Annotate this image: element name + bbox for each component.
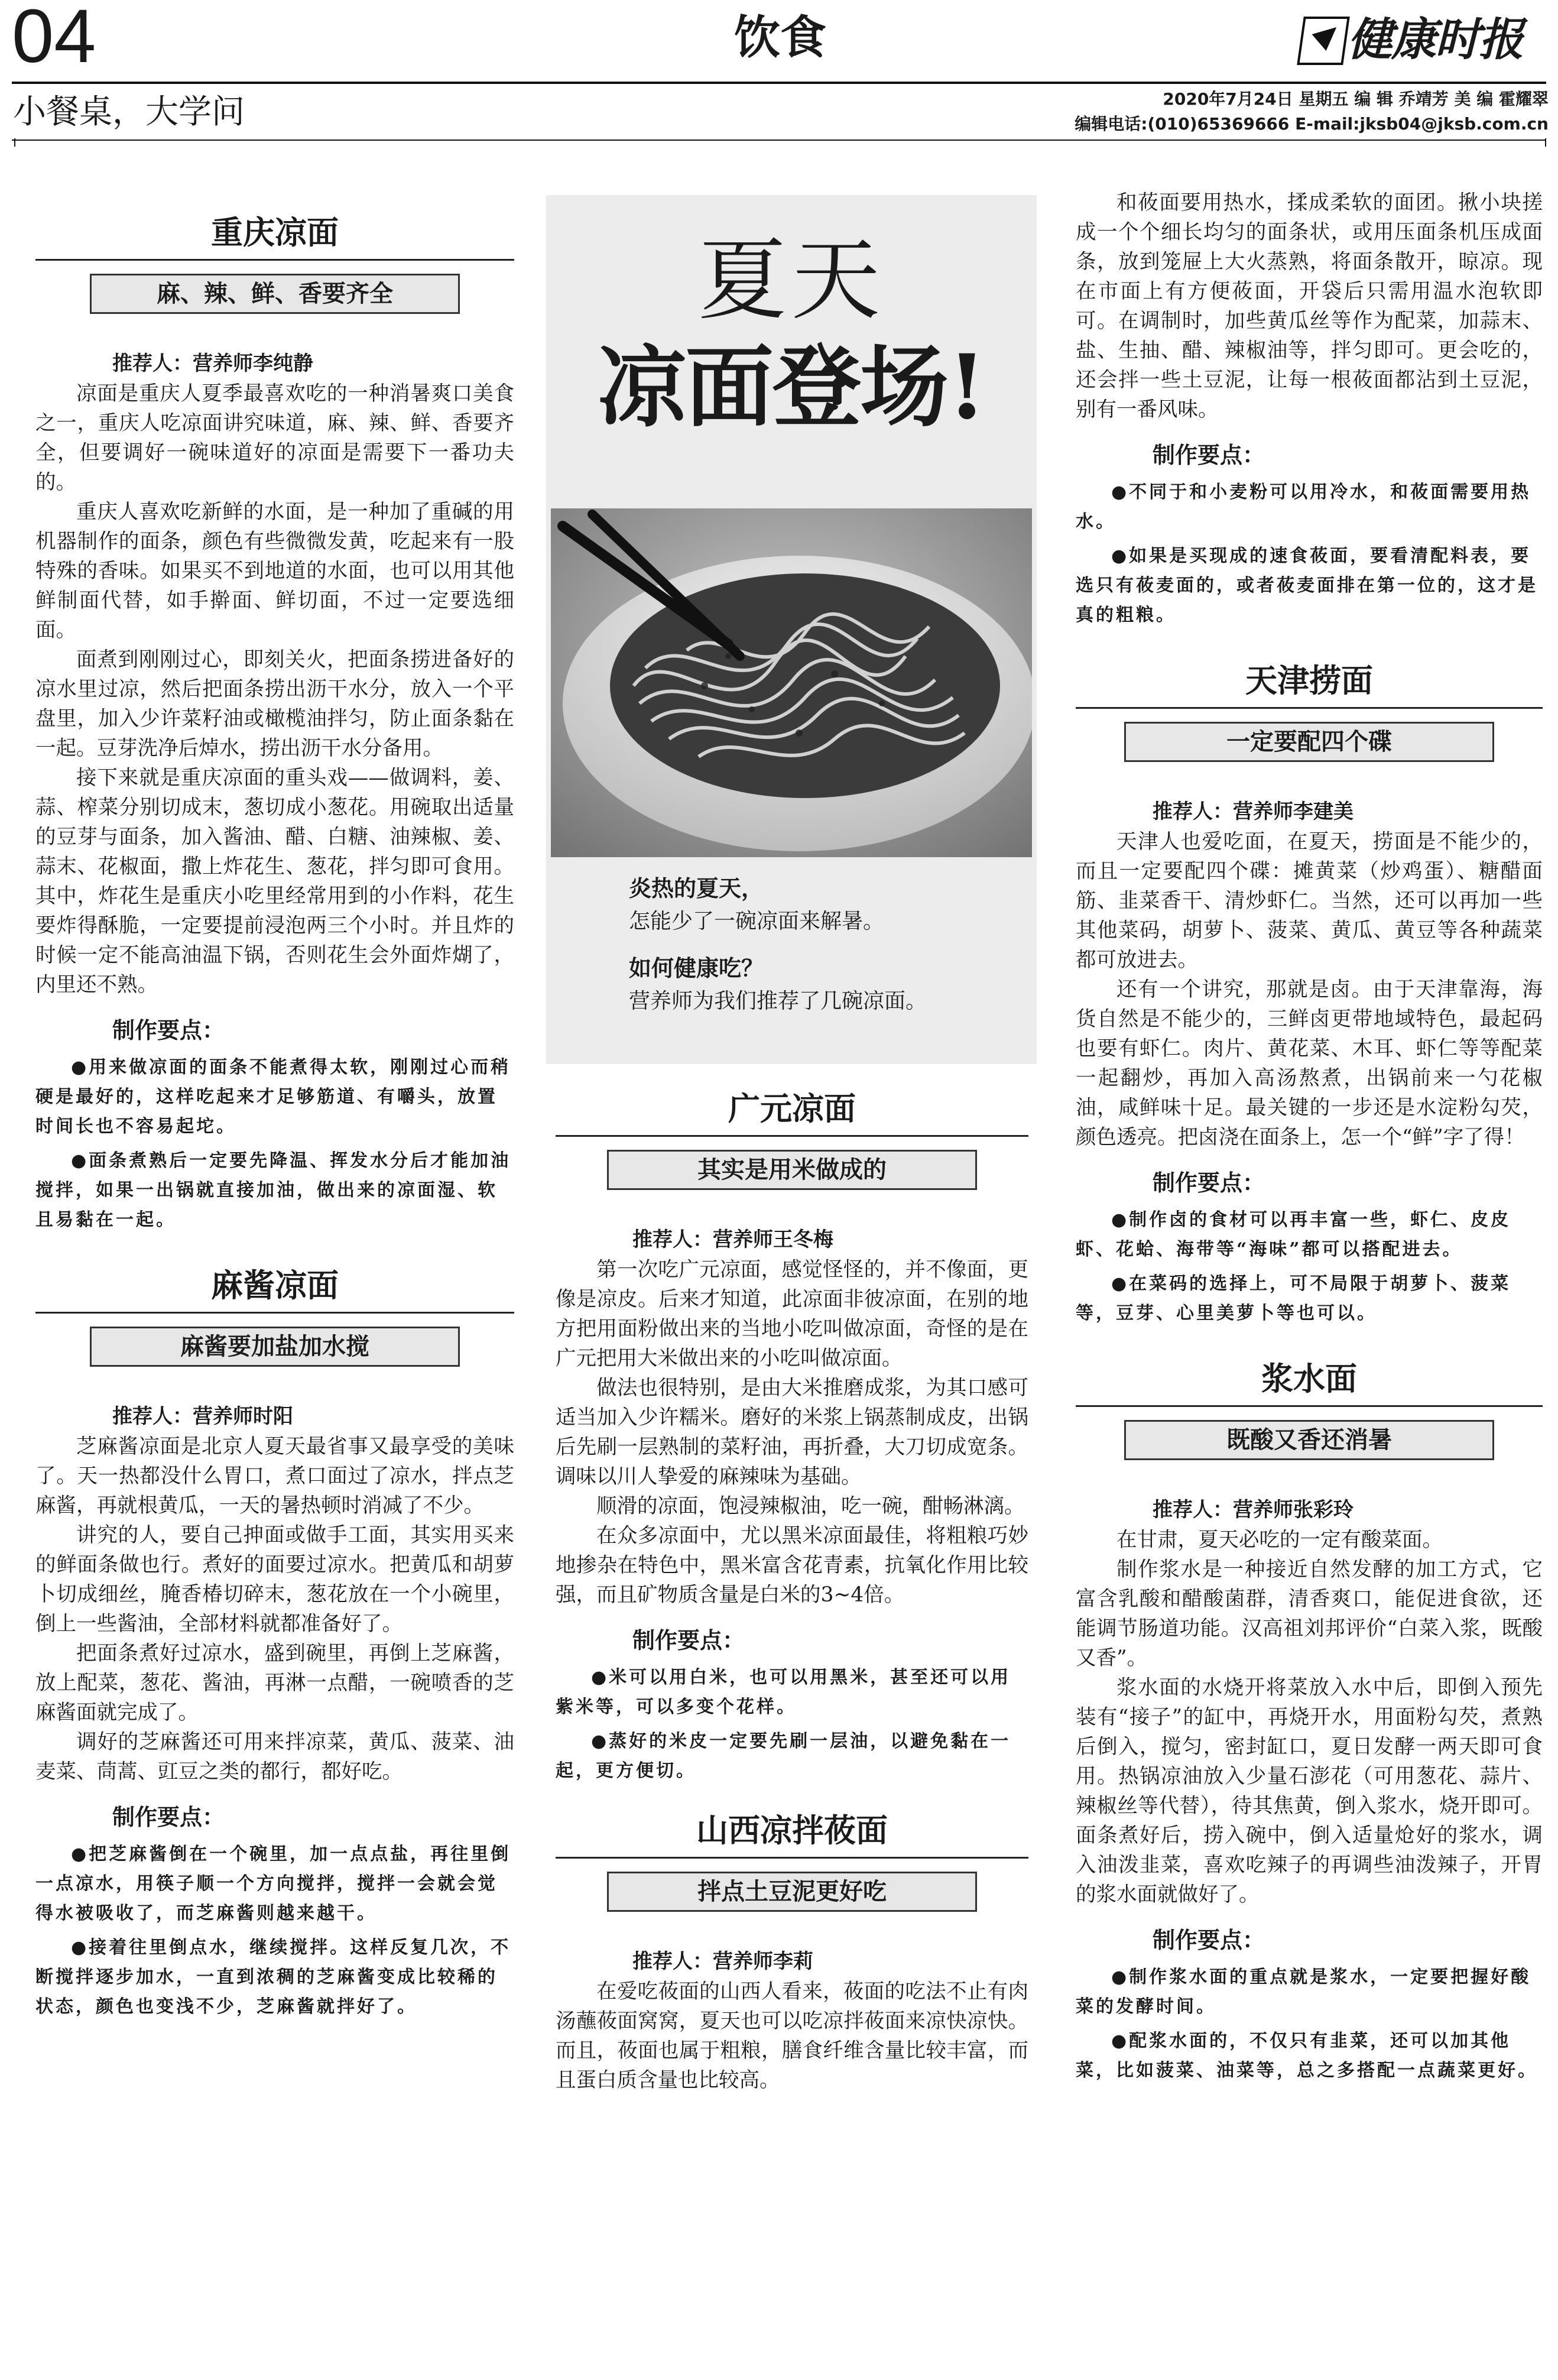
logo-text: 健康时报 [1348,13,1523,66]
feature-title-line2: 凉面登场! [598,335,985,439]
rule-tick-left [14,138,15,147]
key-points-title: 制作要点： [632,1627,745,1653]
page-number: 04 [12,0,96,79]
key-points-title: 制作要点： [112,1804,225,1830]
paragraph: 第一次吃广元凉面，感觉怪怪的，并不像面，更像是凉皮。后来才知道，此凉面非彼凉面，在别的地方把用面粉做出来的当地小吃叫做凉面，奇怪的是在广元把用大米做出来的小吃叫做凉面。 [556,1258,1028,1370]
paragraph: 凉面是重庆人夏季最喜欢吃的一种消暑爽口美食之一，重庆人吃凉面讲究味道，麻、辣、鲜、香要齐全，但要调好一碗味道好的凉面是需要下一番功夫的。 [35,382,514,494]
paragraph: 把面条煮好过凉水，盛到碗里，再倒上芝麻酱，放上配菜，葱花、酱油，再淋一点醋，一碗喷香的芝麻酱面就完成了。 [35,1642,514,1724]
paragraph: 重庆人喜欢吃新鲜的水面，是一种加了重碱的用机器制作的面条，颜色有些微微发黄，吃起来有一股特殊的香味。如果买不到地道的水面，也可以用其他鲜制面代替，如手擀面、鲜切面，不过一定要选细面。 [35,500,514,642]
key-point: ●接着往里倒点水，继续搅拌。这样反复几次，不断搅拌逐步加水，一直到浓稠的芝麻酱变成比较稀的状态，颜色也变浅不少，芝麻酱就拌好了。 [35,1937,511,2017]
newspaper-logo [1300,13,1549,66]
paragraph: 在爱吃莜面的山西人看来，莜面的吃法不止有肉汤蘸莜面窝窝，夏天也可以吃凉拌莜面来凉快凉快。而且，莜面也属于粗粮，膳食纤维含量比较丰富，而且蛋白质含量也比较高。 [556,1980,1028,2092]
paragraph: 天津人也爱吃面，在夏天，捞面是不能少的，而且一定要配四个碟：摊黄菜（炒鸡蛋）、糖醋面筋、韭菜香干、清炒虾仁。当然，还可以再加一些其他菜码，胡萝卜、菠菜、黄瓜、黄豆等各种蔬菜都可放进去。 [1076,830,1543,972]
paragraph: 顺滑的凉面，饱浸辣椒油，吃一碗，酣畅淋漓。 [596,1494,1025,1518]
article-subtitle: 一定要配四个碟 [1124,722,1494,762]
article-subtitle: 既酸又香还消暑 [1124,1420,1494,1460]
header-rule-top [12,82,1546,84]
intro-answer-2: 营养师为我们推荐了几碗凉面。 [629,989,927,1013]
article-guangyuan [556,1082,1028,1786]
column-left [35,206,514,2022]
paragraph: 在众多凉面中，尤以黑米凉面最佳，将粗粮巧妙地掺杂在特色中，黑米富含花青素，抗氧化作用比较强，而且矿物质含量是白米的3~4倍。 [556,1524,1028,1607]
paragraph: 接下来就是重庆凉面的重头戏——做调料，姜、蒜、榨菜分别切成末，葱切成小葱花。用碗取出适量的豆芽与面条，加入酱油、醋、白糖、油辣椒、姜、蒜末、花椒面，撒上炸花生、葱花，拌匀即可食用。其中，炸花生是重庆小吃里经常用到的小作料，花生要炸得酥脆，一定要提前浸泡两三个小时。并且炸的时候一定不能高油温下锅，否则花生会外面炸煳了，内里还不熟。 [35,766,514,997]
article-majiang [35,1259,514,2022]
article-title: 麻酱凉面 [35,1259,514,1314]
intro-question-2: 如何健康吃？ [629,955,764,981]
recommender: 推荐人：营养师李纯静 [112,352,313,375]
logo-mark-icon [1297,17,1350,65]
key-point: ●米可以用白米，也可以用黑米，甚至还可以用紫米等，可以多变个花样。 [556,1667,1011,1717]
key-point: ●蒸好的米皮一定要先刷一层油，以避免黏在一起，更方便切。 [556,1731,1011,1781]
article-subtitle: 其实是用米做成的 [607,1150,977,1190]
article-title: 浆水面 [1076,1352,1543,1407]
article-subtitle: 麻酱要加盐加水搅 [90,1327,460,1367]
paragraph: 芝麻酱凉面是北京人夏天最省事又最享受的美味了。天一热都没什么胃口，煮口面过了凉水，拌点芝麻酱，再就根黄瓜，一天的暑热顿时消减了不少。 [35,1435,514,1518]
article-title: 广元凉面 [556,1082,1028,1137]
key-points-title: 制作要点： [1153,1170,1265,1196]
paragraph: 在甘肃，夏天必吃的一定有酸菜面。 [1116,1528,1443,1552]
recommender: 推荐人：营养师时阳 [112,1405,293,1428]
key-points-title: 制作要点： [1153,1927,1265,1953]
paragraph: 制作浆水是一种接近自然发酵的加工方式，它富含乳酸和醋酸菌群，清香爽口，能促进食欲，还能调节肠道功能。汉高祖刘邦评价“白菜入浆，既酸又香”。 [1076,1558,1543,1670]
feature-title-line1: 夏天 [697,229,885,332]
recommender: 推荐人：营养师李莉 [632,1950,813,1973]
key-point: ●在菜码的选择上，可不局限于胡萝卜、菠菜等，豆芽、心里美萝卜等也可以。 [1076,1273,1511,1324]
recommender: 推荐人：营养师张彩玲 [1153,1498,1353,1522]
paragraph: 调好的芝麻酱还可用来拌凉菜，黄瓜、菠菜、油麦菜、茼蒿、豇豆之类的都行，都好吃。 [35,1730,514,1784]
paragraph: 讲究的人，要自己抻面或做手工面，其实用买来的鲜面条做也行。煮好的面要过凉水。把黄瓜和胡萝卜切成细丝，腌香椿切碎末，葱花放在一个小碗里，倒上一些酱油，全部材料就都准备好了。 [35,1523,514,1636]
intro-question-1: 炎热的夏天， [629,876,764,902]
key-point: ●把芝麻酱倒在一个碗里，加一点点盐，再往里倒一点凉水，用筷子顺一个方向搅拌，搅拌一会就会觉得水被吸收了，而芝麻酱则越来越干。 [35,1844,511,1924]
rule-tick-right [1545,138,1546,147]
paragraph: 浆水面的水烧开将菜放入水中后，即倒入预先装有“接子”的缸中，再烧开水，用面粉勾芡，煮熟后倒入，搅匀，密封缸口，夏日发酵一两天即可食用。热锅凉油放入少量石澎花（可用葱花、蒜片、辣椒丝等代替），待其焦黄，倒入浆水，烧开即可。面条煮好后，捞入碗中，倒入适量炝好的浆水，调入油泼韭菜，喜欢吃辣子的再调些油泼辣子，开胃的浆水面就做好了。 [1076,1676,1543,1906]
article-subtitle: 麻、辣、鲜、香要齐全 [90,274,460,314]
paragraph: 和莜面要用热水，揉成柔软的面团。揪小块搓成一个个细长均匀的面条状，或用压面条机压成面条，放到笼屉上大火蒸熟，将面条散开，晾凉。现在市面上有方便莜面，开袋后只需用温水泡软即可。在调制时，加些黄瓜丝等作为配菜，加蒜末、盐、生抽、醋、辣椒油等，拌匀即可。更会吃的，还会拌一些土豆泥，让每一根莜面都沾到土豆泥，别有一番风味。 [1076,191,1543,421]
key-points-title: 制作要点： [112,1017,225,1043]
key-points-title: 制作要点： [1153,442,1265,468]
key-point: ●不同于和小麦粉可以用冷水，和莜面需要用热水。 [1076,482,1531,532]
article-jiangshui [1076,1352,1543,2086]
intro-answer-1: 怎能少了一碗凉面来解暑。 [629,909,885,933]
recommender: 推荐人：营养师王冬梅 [632,1228,833,1251]
section-title: 饮食 [733,11,826,64]
page-subtitle: 小餐桌，大学问 [13,93,245,131]
column-right [1076,188,1543,2086]
paragraph: 还有一个讲究，那就是卤。由于天津靠海，海货自然是不能少的，三鲜卤更带地域特色，最起码也要有虾仁。肉片、黄花菜、木耳、虾仁等等配菜一起翻炒，再加入高汤熬煮，出锅前来一勺花椒油，咸鲜味十足。最关键的一步还是水淀粉勾芡，颜色透亮。把卤浇在面条上，怎一个“鲜”字了得！ [1076,978,1543,1149]
noodle-bowl-photo [551,508,1032,857]
recommender: 推荐人：营养师李建美 [1153,800,1353,823]
key-point: ●制作卤的食材可以再丰富一些，虾仁、皮皮虾、花蛤、海带等“海味”都可以搭配进去。 [1076,1210,1511,1260]
column-middle [556,1082,1028,2095]
key-point: ●配浆水面的，不仅只有韭菜，还可以加其他菜，比如菠菜、油菜等，总之多搭配一点蔬菜更好。 [1076,2031,1538,2081]
feature-box [546,195,1037,1064]
date-editor-line: 2020年7月24日 星期五 编 辑 乔靖芳 美 编 霍耀翠 [1163,89,1549,109]
header-rule-bottom [12,140,1546,141]
key-point: ●面条煮熟后一定要先降温、挥发水分后才能加油搅拌，如果一出锅就直接加油，做出来的凉面湿、软且易黏在一起。 [35,1150,511,1230]
noodle-bowl-image [551,508,1032,857]
article-shanxi-continued [1076,188,1543,630]
key-point: ●如果是买现成的速食莜面，要看清配料表，要选只有莜麦面的，或者莜麦面排在第一位的，这才是真的粗粮。 [1076,546,1538,625]
article-chongqing [35,206,514,1235]
article-subtitle: 拌点土豆泥更好吃 [607,1872,977,1912]
article-shanxi [556,1804,1028,2095]
contact-line: 编辑电话:(010)65369666 E-mail:jksb04@jksb.com.cn [1075,114,1549,134]
paragraph: 做法也很特别，是由大米推磨成浆，为其口感可适当加入少许糯米。磨好的米浆上锅蒸制成皮，出锅后先刷一层熟制的菜籽油，再折叠，大刀切成宽条。调味以川人挚爱的麻辣味为基础。 [556,1376,1028,1489]
article-title: 山西凉拌莜面 [556,1804,1028,1859]
article-title: 重庆凉面 [35,206,514,261]
paragraph: 面煮到刚刚过心，即刻关火，把面条捞进备好的凉水里过凉，然后把面条捞出沥干水分，放入一个平盘里，加入少许菜籽油或橄榄油拌匀，防止面条黏在一起。豆芽洗净后焯水，捞出沥干水分备用。 [35,648,514,760]
article-tianjin [1076,654,1543,1328]
article-title: 天津捞面 [1076,654,1543,709]
key-point: ●用来做凉面的面条不能煮得太软，刚刚过心而稍硬是最好的，这样吃起来才足够筋道、有嚼头，放置时间长也不容易起坨。 [35,1057,511,1137]
key-point: ●制作浆水面的重点就是浆水，一定要把握好酸菜的发酵时间。 [1076,1967,1531,2017]
